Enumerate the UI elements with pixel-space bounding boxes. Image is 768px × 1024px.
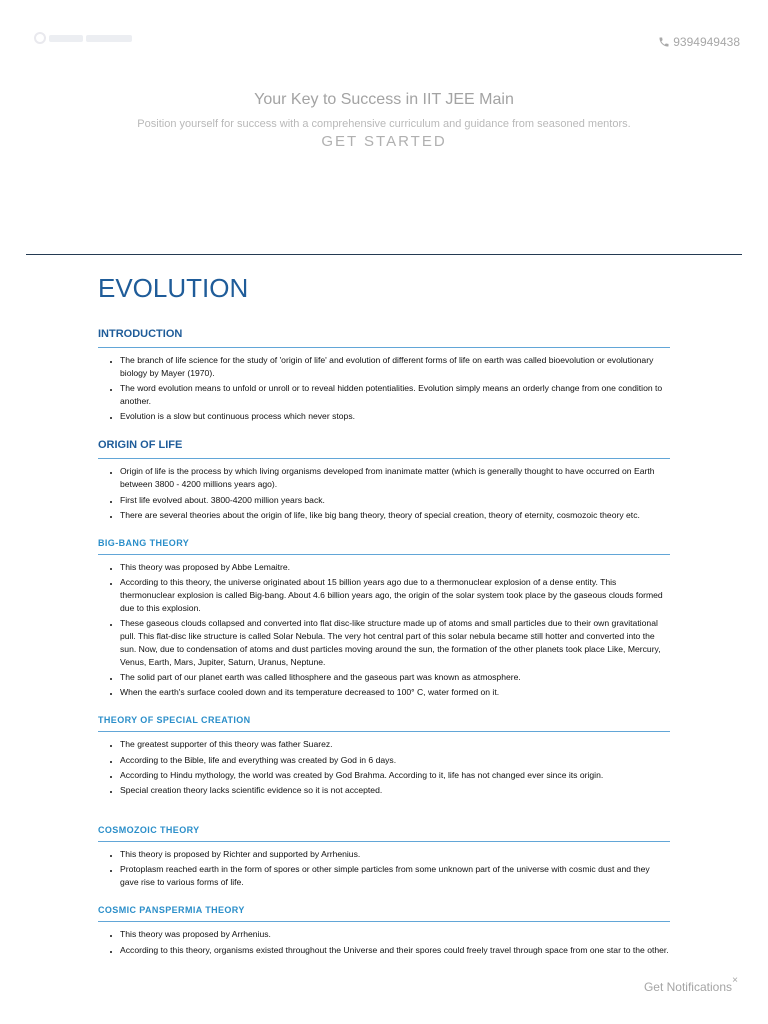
section-theory-of-special-creation [98,715,670,797]
close-icon[interactable]: × [732,975,738,986]
list-item: • When the earth's surface cooled down and its temperature decreased to 100° C, water formed on it. [120,686,670,699]
list-item: • Protoplasm reached earth in the form of spores or other simple particles from some unknown part of the universe with cosmic dust and they gave rise to various forms of life. [120,863,670,889]
bullet-list [98,738,670,797]
hero-banner [0,90,768,151]
list-item: • This theory is proposed by Richter and supported by Arrhenius. [120,848,670,861]
get-notifications-button[interactable]: Get Notifications [643,980,732,994]
list-item: • This theory was proposed by Arrhenius. [120,928,670,941]
section-big-bang-theory [98,538,670,700]
bullet-list [98,848,670,889]
top-bar [0,0,768,80]
list-item: • The branch of life science for the study of 'origin of life' and evolution of different forms of life on earth was called bioevolution or evolutionary biology by Mayer (1970). [120,354,670,380]
phone-icon [658,36,670,48]
page-title: EVOLUTION [98,273,249,303]
hero-subtitle: Position yourself for success with a comprehensive curriculum and guidance from seasoned mentors. [137,118,631,130]
section-introduction [98,328,670,423]
bullet-list [98,561,670,700]
section-cosmozoic-theory [98,825,670,889]
section-origin-of-life [98,439,670,521]
list-item: • Special creation theory lacks scientific evidence so it is not accepted. [120,784,670,797]
subsection-heading: THEORY OF SPECIAL CREATION [98,715,670,732]
list-item: • These gaseous clouds collapsed and converted into flat disc-like structure made up of atoms and small particles due to their own gravitational pull. This flat-disc like structure is called Solar Nebula. The very hot central part of this solar nebula became still hotter and converted into the sun. Now, due to condensation of atoms and dust particles moving around the sun, the formation of the other planets took place Like, Mercury, Venus, Earth, Mars, Jupiter, Saturn, Uranus, Neptune. [120,617,670,669]
hero-title: Your Key to Success in IIT JEE Main [254,91,514,108]
section-heading: ORIGIN OF LIFE [98,439,670,459]
bullet-list [98,465,670,521]
bullet-list [98,928,670,956]
header-divider [26,254,742,255]
phone-contact[interactable] [658,35,740,49]
section-heading: INTRODUCTION [98,328,670,348]
list-item: • According to this theory, the universe originated about 15 billion years ago due to a thermonuclear explosion of a dense entity. This thermonuclear explosion is called Big-bang. About 4.6 billion years ago, the origin of the solar system took place by the gaseous clouds formed due to this explosion. [120,576,670,615]
list-item: • The word evolution means to unfold or unroll or to reveal hidden potentialities. Evolution simply means an orderly change from one condition to another. [120,382,670,408]
bullet-list [98,354,670,423]
list-item: • Evolution is a slow but continuous process which never stops. [120,410,670,423]
section-cosmic-panspermia-theory [98,905,670,956]
list-item: • There are several theories about the origin of life, like big bang theory, theory of special creation, theory of eternity, cosmozoic theory etc. [120,509,670,522]
list-item: • According to the Bible, life and everything was created by God in 6 days. [120,754,670,767]
phone-number: 9394949438 [673,35,740,49]
list-item: • According to Hindu mythology, the world was created by God Brahma. According to it, life has not changed ever since its origin. [120,769,670,782]
list-item: • The greatest supporter of this theory was father Suarez. [120,738,670,751]
article-content [98,262,670,959]
get-started-button[interactable]: GET STARTED [321,133,447,150]
list-item: • The solid part of our planet earth was called lithosphere and the gaseous part was known as atmosphere. [120,671,670,684]
subsection-heading: COSMIC PANSPERMIA THEORY [98,905,670,922]
subsection-heading: COSMOZOIC THEORY [98,825,670,842]
list-item: • This theory was proposed by Abbe Lemaitre. [120,561,670,574]
list-item: • First life evolved about. 3800-4200 million years back. [120,494,670,507]
list-item: • According to this theory, organisms existed throughout the Universe and their spores could freely travel through space from one star to the other. [120,944,670,957]
subsection-heading: BIG-BANG THEORY [98,538,670,555]
logo-mark-icon [34,32,46,44]
site-logo[interactable] [34,32,132,44]
list-item: • Origin of life is the process by which living organisms developed from inanimate matter (which is generally thought to have occurred on Earth between 3800 - 4200 millions years ago). [120,465,670,491]
